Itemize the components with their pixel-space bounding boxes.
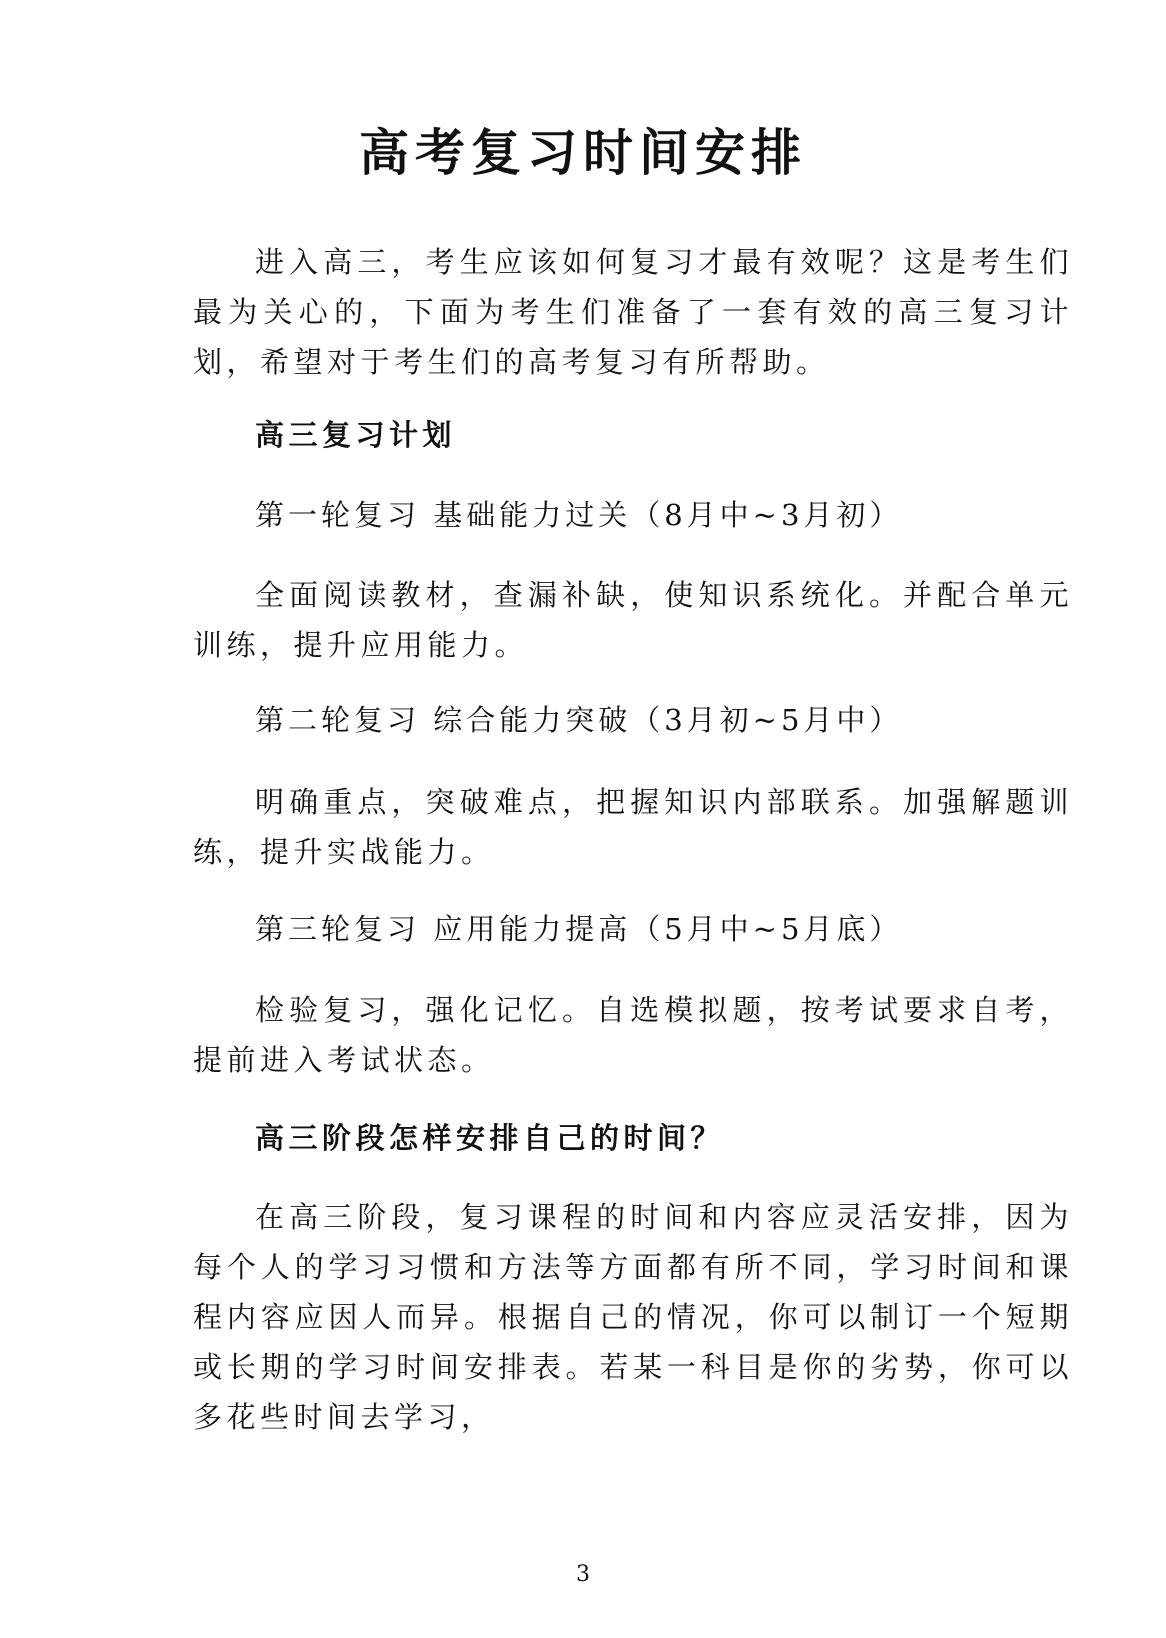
round-2-title: 第二轮复习 综合能力突破（3月初~5月中）	[255, 703, 903, 737]
section-heading-time-arrangement: 高三阶段怎样安排自己的时间？	[255, 1121, 725, 1155]
section-heading-review-plan: 高三复习计划	[255, 418, 457, 452]
round-3-paragraph: 检验复习，强化记忆。自选模拟题，按考试要求自考，提前进入考试状态。	[193, 993, 1073, 1077]
round-1-title: 第一轮复习 基础能力过关（8月中~3月初）	[255, 498, 903, 532]
document-title: 高考复习时间安排	[359, 123, 807, 182]
page-number: 3	[576, 1562, 590, 1587]
intro-paragraph: 进入高三，考生应该如何复习才最有效呢？这是考生们最为关心的，下面为考生们准备了一套有效的高三复习计划，希望对于考生们的高考复习有所帮助。	[193, 245, 1073, 379]
round-2-paragraph: 明确重点，突破难点，把握知识内部联系。加强解题训练，提升实战能力。	[193, 785, 1073, 869]
round-1-paragraph: 全面阅读教材，查漏补缺，使知识系统化。并配合单元训练，提升应用能力。	[193, 578, 1073, 662]
round-3-title: 第三轮复习 应用能力提高（5月中~5月底）	[255, 912, 903, 946]
time-arrangement-paragraph: 在高三阶段，复习课程的时间和内容应灵活安排，因为每个人的学习习惯和方法等方面都有所不同，学习时间和课程内容应因人而异。根据自己的情况，你可以制订一个短期或长期的学习时间安排表。若某一科目是你的劣势，你可以多花些时间去学习，	[193, 1200, 1073, 1434]
